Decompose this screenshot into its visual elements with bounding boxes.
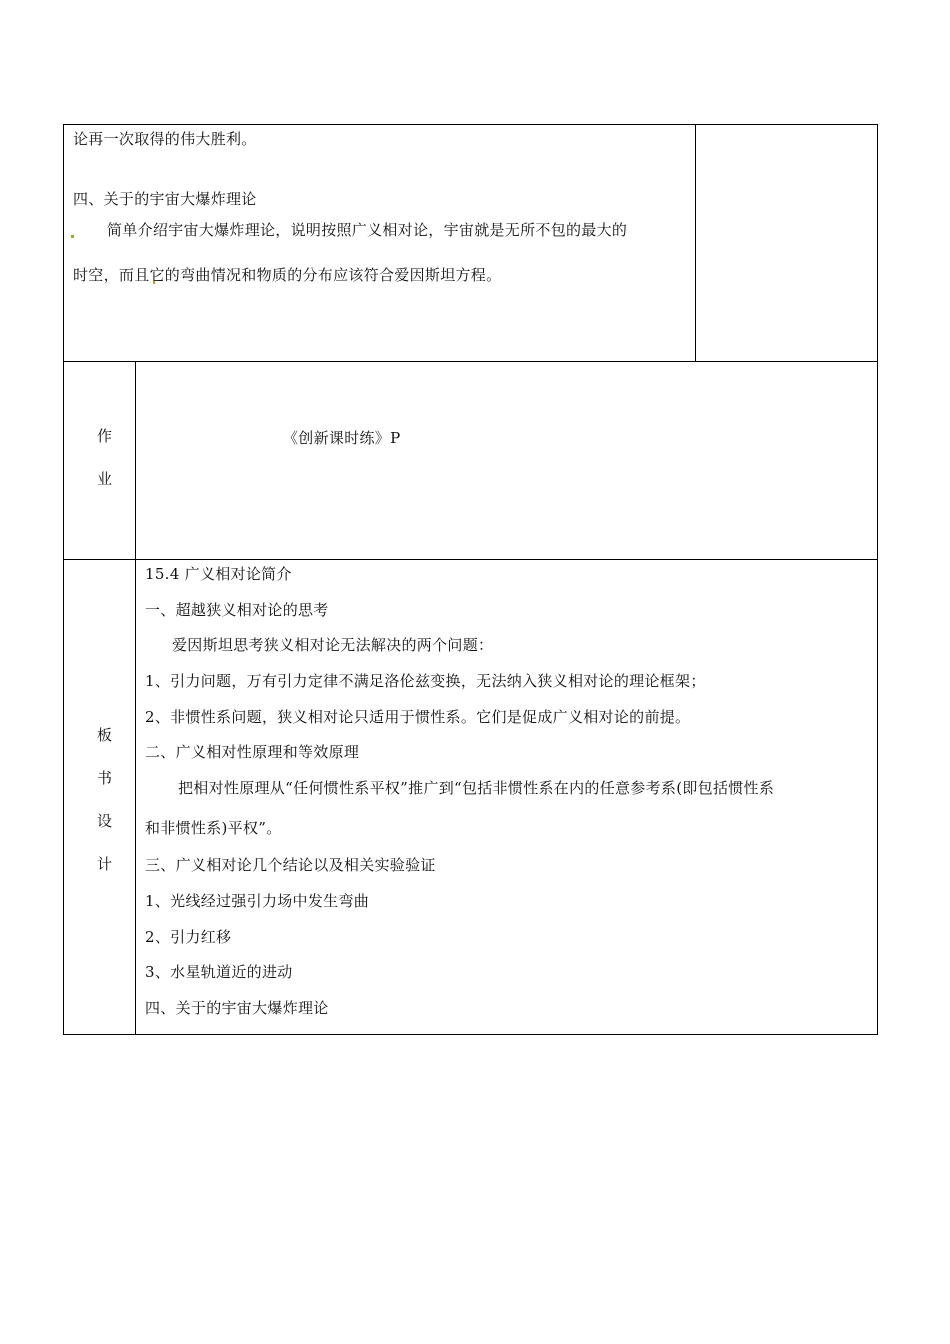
label-char: 作	[96, 427, 112, 445]
homework-row	[63, 361, 878, 560]
board-line: 一、超越狭义相对论的思考	[145, 601, 329, 619]
column-divider	[695, 125, 696, 361]
content-paragraph-line: 简单介绍宇宙大爆炸理论，说明按照广义相对论，宇宙就是无所不包的最大的	[107, 221, 628, 239]
content-line: 论再一次取得的伟大胜利。	[73, 130, 257, 148]
board-design-label	[69, 724, 140, 874]
board-line: 二、广义相对性原理和等效原理	[145, 743, 360, 761]
label-char: 书	[96, 769, 112, 787]
label-char: 设	[96, 812, 112, 830]
homework-content: 《创新课时练》P	[283, 429, 401, 447]
board-line: 1、光线经过强引力场中发生弯曲	[145, 892, 370, 910]
board-line: 1、引力问题，万有引力定律不满足洛伦兹变换，无法纳入狭义相对论的理论框架；	[145, 672, 706, 690]
board-line: 2、引力红移	[145, 928, 232, 946]
label-char: 业	[96, 470, 112, 488]
label-char: 计	[96, 855, 112, 873]
board-line: 2、非惯性系问题，狭义相对论只适用于惯性系。它们是促成广义相对论的前提。	[145, 708, 691, 726]
board-title: 15.4 广义相对论简介	[145, 565, 292, 583]
board-line: 三、广义相对论几个结论以及相关实验验证	[145, 856, 436, 874]
board-line: 把相对性原理从“任何惯性系平权”推广到“包括非惯性系在内的任意参考系(即包括惯性系	[178, 779, 775, 797]
board-line: 3、水星轨道近的进动	[145, 963, 293, 981]
section-heading: 四、关于的宇宙大爆炸理论	[73, 190, 257, 208]
homework-label	[69, 425, 140, 489]
board-line: 四、关于的宇宙大爆炸理论	[145, 999, 329, 1017]
mark-dot	[71, 235, 74, 238]
label-char: 板	[96, 726, 112, 744]
lesson-content-row	[63, 124, 878, 362]
content-paragraph-line: 时空，而且它的弯曲情况和物质的分布应该符合爱因斯坦方程。	[73, 266, 502, 284]
board-line: 和非惯性系)平权”。	[145, 819, 282, 837]
board-line: 爱因斯坦思考狭义相对论无法解决的两个问题：	[172, 636, 494, 654]
